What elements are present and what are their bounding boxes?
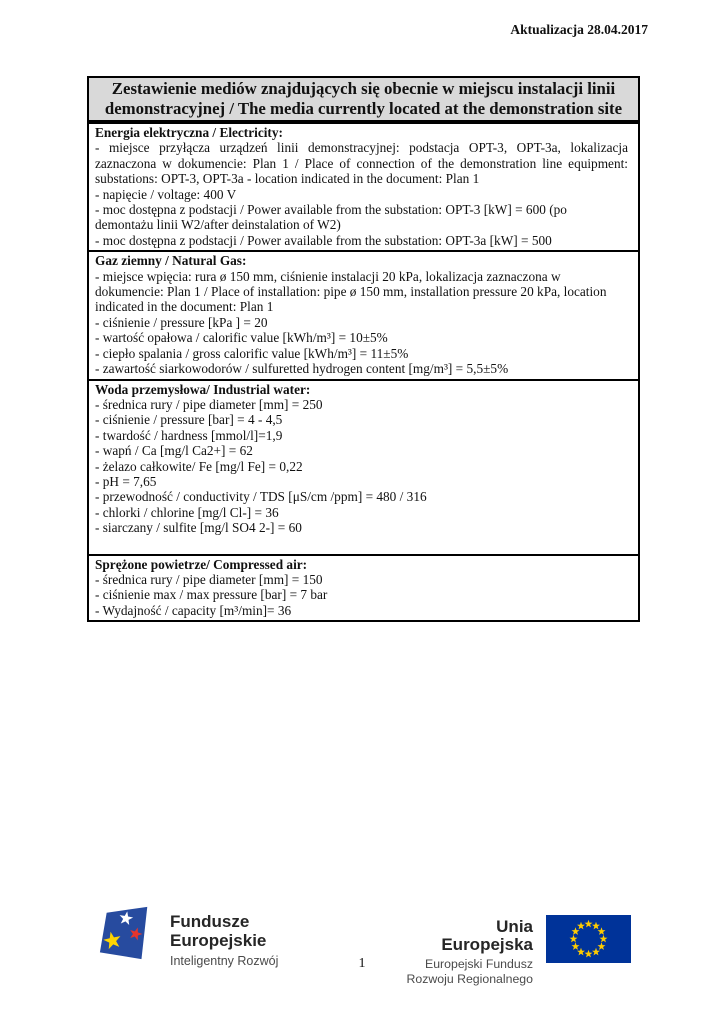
- document-line: - chlorki / chlorine [mg/l Cl-] = 36: [95, 504, 279, 520]
- section-header: Woda przemysłowa/ Industrial water:: [95, 381, 311, 397]
- document-line: - średnica rury / pipe diameter [mm] = 250: [95, 396, 323, 412]
- section-natural-gas: [89, 252, 638, 380]
- fundusze-flag-icon: [97, 904, 155, 962]
- unia-europejska-logo: [405, 910, 631, 986]
- table-body: [87, 122, 640, 622]
- eu-subtitle-line2: Rozwoju Regionalnego: [406, 971, 533, 986]
- media-summary-table: [87, 76, 640, 622]
- document-line: - ciepło spalania / gross calorific value [kWh/m³] = 11±5%: [95, 345, 409, 361]
- document-line: - ciśnienie / pressure [kPa ] = 20: [95, 314, 268, 330]
- document-line: - przewodność / conductivity / TDS [μS/cm /ppm] = 480 / 316: [95, 489, 427, 505]
- document-line: - wapń / Ca [mg/l Ca2+] = 62: [95, 443, 253, 459]
- document-line: - Wydajność / capacity [m³/min]= 36: [95, 602, 292, 618]
- section-compressed-air: [89, 556, 638, 621]
- document-line: - żelazo całkowite/ Fe [mg/l Fe] = 0,22: [95, 458, 303, 474]
- document-line: - miejsce wpięcia: rura ø 150 mm, ciśnienie instalacji 20 kPa, lokalizacja zaznaczona w dokumencie: Plan 1 / Place of installation: pipe ø 150 mm, installation pressure 20 kPa, location indicated in the document: Plan 1: [95, 268, 607, 315]
- document-line: - zawartość siarkowodorów / sulfuretted hydrogen content [mg/m³] = 5,5±5%: [95, 361, 509, 377]
- table-title: Zestawienie mediów znajdujących się obecnie w miejscu instalacji linii demonstracyjnej / The media currently located at the demonstration site: [87, 76, 640, 122]
- section-electricity: [89, 124, 638, 252]
- document-line: - moc dostępna z podstacji / Power available from the substation: OPT-3a [kW] = 500: [95, 232, 552, 248]
- section-header: Gaz ziemny / Natural Gas:: [95, 253, 247, 269]
- document-line: - napięcie / voltage: 400 V: [95, 186, 237, 202]
- update-date-label: Aktualizacja 28.04.2017: [510, 22, 648, 37]
- fundusze-title-line1: Fundusze: [170, 912, 250, 931]
- document-line: - pH = 7,65: [95, 473, 157, 489]
- document-line: - twardość / hardness [mmol/l]=1,9: [95, 427, 283, 443]
- fundusze-title-line2: Europejskie: [170, 930, 267, 950]
- section-industrial-water: [89, 381, 638, 556]
- document-line: - miejsce przyłącza urządzeń linii demonstracyjnej: podstacja OPT-3, OPT-3a, lokalizacja zaznaczona w dokumencie: Plan 1 / Place of connection of the demonstration line equipment: substations: OPT-3, OPT-3a - location indicated in the document: Plan 1: [95, 140, 628, 187]
- section-header: Energia elektryczna / Electricity:: [95, 125, 283, 140]
- eu-title: Unia Europejska: [441, 917, 533, 954]
- fundusze-subtitle: Inteligentny Rozwój: [170, 954, 279, 968]
- document-line: - siarczany / sulfite [mg/l SO4 2-] = 60: [95, 520, 302, 536]
- eu-logo-text: [405, 910, 533, 986]
- page-number: 1: [358, 956, 366, 971]
- document-line: - średnica rury / pipe diameter [mm] = 150: [95, 571, 323, 587]
- document-line: - ciśnienie max / max pressure [bar] = 7 bar: [95, 587, 328, 603]
- section-header: Sprężone powietrze/ Compressed air:: [95, 556, 308, 572]
- document-line: - moc dostępna z podstacji / Power available from the substation: OPT-3 [kW] = 600 (po demontażu linii W2/after deinstalation of W2): [95, 202, 567, 233]
- document-line: - wartość opałowa / calorific value [kWh/m³] = 10±5%: [95, 330, 388, 346]
- document-line: - ciśnienie / pressure [bar] = 4 - 4,5: [95, 412, 283, 428]
- eu-subtitle-line1: Europejski Fundusz: [425, 957, 533, 971]
